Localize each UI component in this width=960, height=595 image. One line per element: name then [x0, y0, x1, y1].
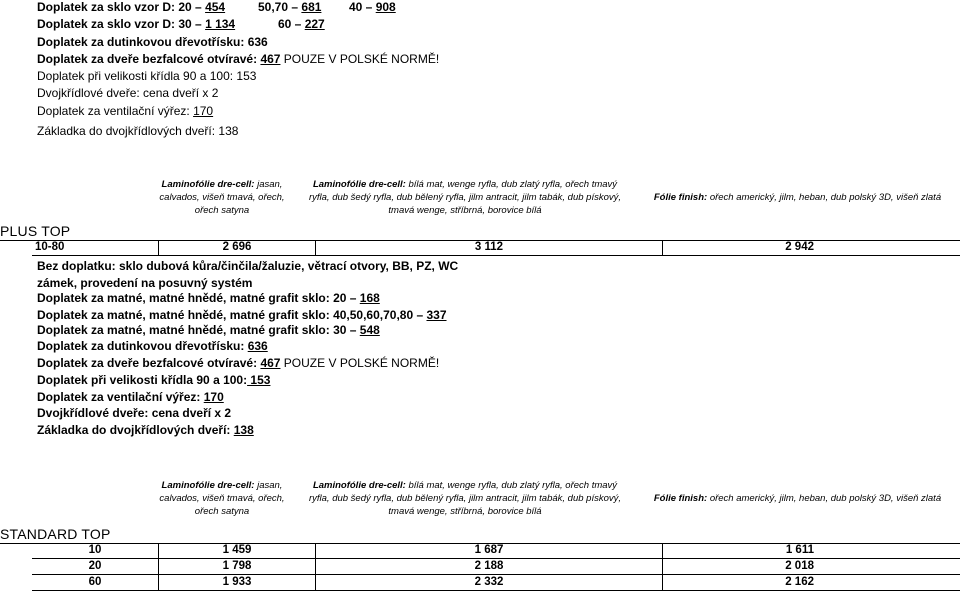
plus-line-7 [37, 356, 439, 370]
cell: 10 [32, 543, 159, 559]
label: Základka do dvojkřídlových dveří: [37, 423, 234, 437]
cell: 1 687 [316, 543, 663, 559]
table-row [32, 559, 960, 575]
label: Doplatek za ventilační výřez: [37, 104, 194, 118]
header-text: jasan, [254, 179, 283, 190]
label: 50,70 – [258, 0, 299, 14]
table-row [32, 240, 960, 256]
label: Doplatek za sklo vzor D: 30 – [37, 17, 202, 31]
plus-line-5 [37, 323, 380, 337]
top-line-6: Dvojkřídlové dveře: cena dveří x 2 [37, 86, 219, 100]
top-line-7 [37, 104, 213, 118]
plus-line-8 [37, 373, 270, 387]
top-line-2 [37, 17, 235, 31]
header-text: ořech satyna [194, 506, 250, 517]
value: 168 [359, 291, 380, 305]
cell: 20 [32, 559, 159, 575]
top-line-8: Základka do dvojkřídlových dveří: 138 [37, 124, 239, 138]
label: Doplatek za matné, matné hnědé, matné grafit sklo: 20 – [37, 291, 360, 305]
value: 337 [426, 308, 447, 322]
header-text: bílá mat, wenge ryfla, dub zlatý ryfla, ořech tmavý [405, 179, 618, 190]
cell: 60 [32, 575, 159, 591]
note: POUZE V POLSKÉ NORMĚ! [280, 52, 440, 66]
header-col1-standard [148, 479, 296, 518]
label: Doplatek za matné, matné hnědé, matné grafit sklo: 40,50,60,70,80 – [37, 308, 427, 322]
top-line-4 [37, 52, 439, 66]
header-col2-standard [300, 479, 630, 518]
header-text: ořech americký, jilm, heban, dub polský 3D, višeň zlatá [707, 192, 942, 203]
cell: 2 162 [663, 575, 960, 591]
value: 138 [233, 423, 254, 437]
plus-line-4 [37, 308, 447, 322]
value: 467 [260, 52, 281, 66]
label: Doplatek za dveře bezfalcové otvíravé: [37, 356, 261, 370]
header-text: ryfla, dub šedý ryfla, dub bělený ryfla, jilm antracit, jilm tabák, dub pískový, [308, 192, 622, 203]
label: 40 – [349, 0, 373, 14]
header-text: bílá mat, wenge ryfla, dub zlatý ryfla, ořech tmavý [405, 480, 618, 491]
plus-line-9 [37, 390, 224, 404]
cell: 2 018 [663, 559, 960, 575]
header-text: tmavá wenge, stříbrná, borovice bílá [388, 506, 542, 517]
standard-top-title: STANDARD TOP [0, 526, 111, 542]
top-line-1c [349, 0, 396, 14]
value: 153 [247, 373, 271, 387]
value: 1 134 [205, 17, 236, 31]
plus-top-title: PLUS TOP [0, 223, 71, 239]
header-text: tmavá wenge, stříbrná, borovice bílá [388, 205, 542, 216]
header-text: ryfla, dub šedý ryfla, dub bělený ryfla, jilm antracit, jilm tabák, dub pískový, [308, 493, 622, 504]
table-row [32, 575, 960, 591]
header-bold: Laminofólie dre-cell: [312, 480, 406, 491]
header-col3 [640, 191, 955, 204]
header-text: ořech americký, jilm, heban, dub polský 3D, višeň zlatá [707, 493, 942, 504]
top-line-2b [278, 17, 325, 31]
plus-line-10: Dvojkřídlové dveře: cena dveří x 2 [37, 406, 232, 420]
cell: 1 459 [159, 543, 316, 559]
plus-line-2: zámek, provedení na posuvný systém [37, 276, 253, 290]
value: 467 [260, 356, 281, 370]
plus-line-11 [37, 423, 254, 437]
header-bold: Laminofólie dre-cell: [161, 480, 255, 491]
value: 908 [375, 0, 396, 14]
header-bold: Laminofólie dre-cell: [312, 179, 406, 190]
label: 60 – [278, 17, 302, 31]
header-text: calvados, višeň tmavá, ořech, [159, 493, 285, 504]
cell: 2 942 [663, 240, 960, 256]
header-col2 [300, 178, 630, 217]
value: 548 [359, 323, 380, 337]
top-line-1 [37, 0, 225, 14]
label: Doplatek za matné, matné hnědé, matné grafit sklo: 30 – [37, 323, 360, 337]
cell: 1 798 [159, 559, 316, 575]
header-bold: Fólie finish: [653, 192, 708, 203]
note: POUZE V POLSKÉ NORMĚ! [280, 356, 440, 370]
value: 170 [193, 104, 214, 118]
value: 681 [301, 0, 322, 14]
plus-top-price-table [32, 240, 960, 256]
value: 636 [247, 339, 268, 353]
cell: 10-80 [32, 240, 159, 256]
value: 227 [304, 17, 325, 31]
top-line-3: Doplatek za dutinkovou dřevotřísku: 636 [37, 35, 268, 49]
cell: 2 696 [159, 240, 316, 256]
plus-line-3 [37, 291, 380, 305]
plus-line-6 [37, 339, 268, 353]
value: 454 [205, 0, 226, 14]
top-line-5: Doplatek při velikosti křídla 90 a 100: 153 [37, 69, 257, 83]
header-text: jasan, [254, 480, 283, 491]
header-bold: Fólie finish: [653, 493, 708, 504]
label: Doplatek za dutinkovou dřevotřísku: [37, 339, 248, 353]
value: 170 [203, 390, 224, 404]
cell: 1 933 [159, 575, 316, 591]
header-col3-standard [640, 492, 955, 505]
table-row [32, 543, 960, 559]
cell: 3 112 [316, 240, 663, 256]
cell: 2 188 [316, 559, 663, 575]
label: Doplatek za sklo vzor D: 20 – [37, 0, 202, 14]
cell: 2 332 [316, 575, 663, 591]
plus-line-1: Bez doplatku: sklo dubová kůra/činčila/žaluzie, větrací otvory, BB, PZ, WC [37, 259, 459, 273]
header-text: calvados, višeň tmavá, ořech, [159, 192, 285, 203]
top-line-1b [258, 0, 321, 14]
header-text: ořech satyna [194, 205, 250, 216]
header-col1 [148, 178, 296, 217]
header-bold: Laminofólie dre-cell: [161, 179, 255, 190]
label: Doplatek za ventilační výřez: [37, 390, 204, 404]
label: Doplatek při velikosti křídla 90 a 100: [37, 373, 248, 387]
standard-top-price-table [32, 543, 960, 591]
label: Doplatek za dveře bezfalcové otvíravé: [37, 52, 261, 66]
cell: 1 611 [663, 543, 960, 559]
